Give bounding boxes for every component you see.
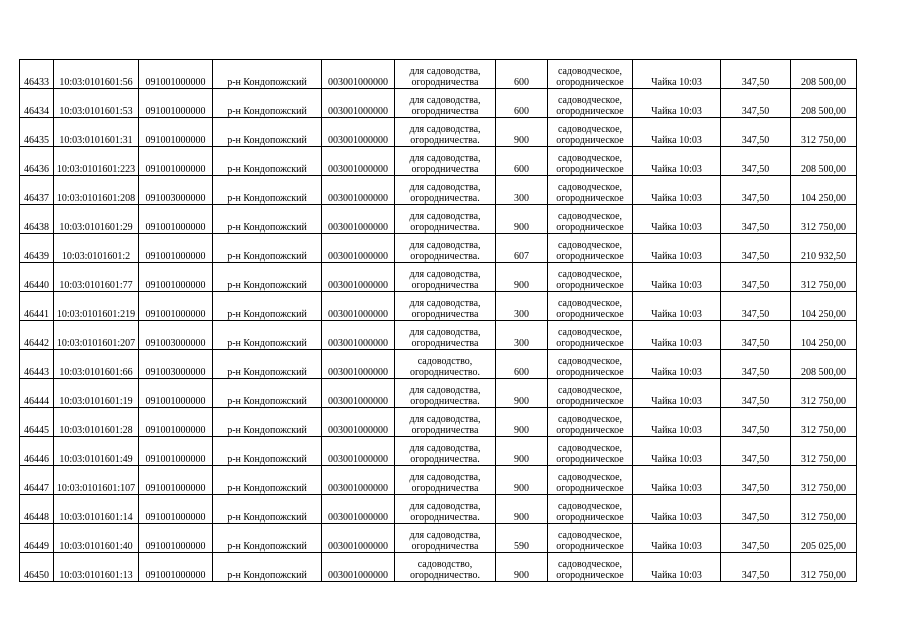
cell-cadastral-quarter-name: Чайка 10:03	[633, 176, 721, 205]
cell-district: р-н Кондопожский	[213, 89, 322, 118]
cell-area: 900	[496, 379, 548, 408]
cell-oktmo-code: 091001000000	[139, 408, 213, 437]
cell-oktmo-code: 091001000000	[139, 466, 213, 495]
cell-usage-category	[548, 234, 633, 263]
cell-district: р-н Кондопожский	[213, 553, 322, 582]
cell-row-number: 46433	[20, 60, 54, 89]
cell-permitted-use-line-1: для садоводства,	[409, 211, 481, 222]
cell-locality-code: 003001000000	[322, 408, 395, 437]
cell-permitted-use	[395, 524, 496, 553]
cell-permitted-use	[395, 205, 496, 234]
cell-row-number: 46449	[20, 524, 54, 553]
cell-usage-category	[548, 553, 633, 582]
cell-area: 900	[496, 495, 548, 524]
cell-row-number: 46447	[20, 466, 54, 495]
cell-cadastral-quarter-name: Чайка 10:03	[633, 321, 721, 350]
cell-oktmo-code: 091001000000	[139, 263, 213, 292]
cell-district: р-н Кондопожский	[213, 350, 322, 379]
cell-permitted-use	[395, 60, 496, 89]
cell-usage-category-line-1: садоводческое,	[557, 501, 623, 512]
cell-specific-value: 347,50	[721, 176, 791, 205]
cell-usage-category-line-1: садоводческое,	[557, 211, 623, 222]
cell-oktmo-code: 091001000000	[139, 292, 213, 321]
cell-row-number: 46437	[20, 176, 54, 205]
cell-cadastral-quarter-name: Чайка 10:03	[633, 524, 721, 553]
cell-cadastral-quarter-name: Чайка 10:03	[633, 379, 721, 408]
cell-cadastral-quarter-name: Чайка 10:03	[633, 89, 721, 118]
cell-permitted-use-line-1: для садоводства,	[409, 327, 481, 338]
cell-permitted-use-line-1: садоводство,	[417, 356, 473, 367]
cell-specific-value: 347,50	[721, 147, 791, 176]
cell-cadastral-quarter-name: Чайка 10:03	[633, 466, 721, 495]
cell-area: 900	[496, 553, 548, 582]
cell-permitted-use	[395, 379, 496, 408]
cell-usage-category-line-2: огородническое	[556, 135, 624, 146]
cell-district: р-н Кондопожский	[213, 437, 322, 466]
cell-cadastral-value: 312 750,00	[791, 379, 857, 408]
cell-locality-code: 003001000000	[322, 263, 395, 292]
cell-row-number: 46440	[20, 263, 54, 292]
table-row	[20, 60, 857, 89]
cell-usage-category-line-1: садоводческое,	[557, 124, 623, 135]
cell-cadastral-number: 10:03:0101601:13	[54, 553, 139, 582]
cell-permitted-use-line-2: огородничества	[411, 164, 479, 175]
cell-row-number: 46442	[20, 321, 54, 350]
cell-permitted-use	[395, 118, 496, 147]
cell-usage-category	[548, 408, 633, 437]
cell-cadastral-number: 10:03:0101601:107	[54, 466, 139, 495]
table-row	[20, 176, 857, 205]
cell-cadastral-number: 10:03:0101601:56	[54, 60, 139, 89]
cell-district: р-н Кондопожский	[213, 205, 322, 234]
cell-cadastral-quarter-name: Чайка 10:03	[633, 553, 721, 582]
cell-permitted-use	[395, 234, 496, 263]
cell-row-number: 46450	[20, 553, 54, 582]
table-row	[20, 292, 857, 321]
cell-usage-category	[548, 89, 633, 118]
cell-permitted-use-line-2: огородничества	[411, 483, 479, 494]
cell-cadastral-value: 210 932,50	[791, 234, 857, 263]
cell-cadastral-value: 312 750,00	[791, 495, 857, 524]
cell-permitted-use	[395, 147, 496, 176]
cell-locality-code: 003001000000	[322, 205, 395, 234]
cell-permitted-use-line-2: огородничества	[411, 338, 479, 349]
cell-cadastral-number: 10:03:0101601:28	[54, 408, 139, 437]
table-row	[20, 524, 857, 553]
cell-usage-category	[548, 321, 633, 350]
cell-row-number: 46435	[20, 118, 54, 147]
cell-usage-category-line-1: садоводческое,	[557, 182, 623, 193]
cell-district: р-н Кондопожский	[213, 60, 322, 89]
cell-locality-code: 003001000000	[322, 118, 395, 147]
cell-usage-category	[548, 118, 633, 147]
cell-usage-category	[548, 524, 633, 553]
table-row	[20, 263, 857, 292]
cell-usage-category-line-2: огородническое	[556, 193, 624, 204]
cell-permitted-use-line-2: огородничества.	[410, 135, 480, 146]
cell-usage-category-line-1: садоводческое,	[557, 385, 623, 396]
cell-row-number: 46436	[20, 147, 54, 176]
cell-permitted-use-line-1: для садоводства,	[409, 269, 481, 280]
cell-district: р-н Кондопожский	[213, 147, 322, 176]
cell-usage-category	[548, 60, 633, 89]
cell-usage-category-line-1: садоводческое,	[557, 559, 623, 570]
cell-usage-category	[548, 205, 633, 234]
cell-district: р-н Кондопожский	[213, 495, 322, 524]
cell-permitted-use-line-2: огородничества	[411, 77, 479, 88]
cell-oktmo-code: 091003000000	[139, 321, 213, 350]
cell-specific-value: 347,50	[721, 234, 791, 263]
cell-permitted-use-line-1: для садоводства,	[409, 182, 481, 193]
cell-permitted-use	[395, 466, 496, 495]
cell-district: р-н Кондопожский	[213, 321, 322, 350]
cell-oktmo-code: 091001000000	[139, 437, 213, 466]
cell-cadastral-quarter-name: Чайка 10:03	[633, 234, 721, 263]
cell-cadastral-quarter-name: Чайка 10:03	[633, 495, 721, 524]
table-row	[20, 321, 857, 350]
cell-oktmo-code: 091003000000	[139, 350, 213, 379]
cell-cadastral-quarter-name: Чайка 10:03	[633, 147, 721, 176]
cell-cadastral-number: 10:03:0101601:53	[54, 89, 139, 118]
cell-permitted-use-line-1: для садоводства,	[409, 95, 481, 106]
table-row	[20, 379, 857, 408]
cell-cadastral-value: 104 250,00	[791, 176, 857, 205]
cell-cadastral-value: 312 750,00	[791, 408, 857, 437]
cell-permitted-use-line-1: для садоводства,	[409, 414, 481, 425]
cell-usage-category	[548, 176, 633, 205]
cell-usage-category-line-2: огородническое	[556, 570, 624, 581]
cell-permitted-use-line-2: огородничества.	[410, 512, 480, 523]
cell-area: 300	[496, 176, 548, 205]
cell-permitted-use-line-1: для садоводства,	[409, 385, 481, 396]
cell-permitted-use	[395, 89, 496, 118]
cell-usage-category-line-2: огородническое	[556, 512, 624, 523]
cell-permitted-use	[395, 437, 496, 466]
cell-area: 600	[496, 60, 548, 89]
cell-row-number: 46439	[20, 234, 54, 263]
cell-usage-category-line-2: огородническое	[556, 483, 624, 494]
cell-cadastral-number: 10:03:0101601:223	[54, 147, 139, 176]
cell-oktmo-code: 091003000000	[139, 176, 213, 205]
cell-specific-value: 347,50	[721, 60, 791, 89]
cell-usage-category	[548, 263, 633, 292]
cell-oktmo-code: 091001000000	[139, 524, 213, 553]
cell-cadastral-number: 10:03:0101601:14	[54, 495, 139, 524]
cell-district: р-н Кондопожский	[213, 292, 322, 321]
cell-cadastral-value: 312 750,00	[791, 263, 857, 292]
cell-cadastral-value: 208 500,00	[791, 147, 857, 176]
cell-cadastral-quarter-name: Чайка 10:03	[633, 292, 721, 321]
cell-district: р-н Кондопожский	[213, 408, 322, 437]
cell-permitted-use-line-2: огородничества.	[410, 454, 480, 465]
cell-usage-category-line-2: огородническое	[556, 454, 624, 465]
land-plots-table	[19, 59, 857, 582]
table-row	[20, 495, 857, 524]
cell-row-number: 46445	[20, 408, 54, 437]
cell-oktmo-code: 091001000000	[139, 89, 213, 118]
cell-row-number: 46446	[20, 437, 54, 466]
cell-area: 300	[496, 321, 548, 350]
cell-permitted-use-line-2: огородничества	[411, 309, 479, 320]
cell-area: 900	[496, 408, 548, 437]
table-row	[20, 234, 857, 263]
cell-permitted-use	[395, 263, 496, 292]
cell-permitted-use-line-2: огородничества.	[410, 193, 480, 204]
cell-cadastral-value: 208 500,00	[791, 350, 857, 379]
cell-permitted-use-line-2: огородничество.	[409, 570, 481, 581]
cell-usage-category-line-1: садоводческое,	[557, 153, 623, 164]
cell-usage-category-line-1: садоводческое,	[557, 472, 623, 483]
cell-usage-category-line-1: садоводческое,	[557, 327, 623, 338]
cell-oktmo-code: 091001000000	[139, 379, 213, 408]
cell-permitted-use-line-2: огородничества.	[410, 396, 480, 407]
cell-district: р-н Кондопожский	[213, 176, 322, 205]
cell-cadastral-number: 10:03:0101601:40	[54, 524, 139, 553]
cell-usage-category-line-2: огородническое	[556, 541, 624, 552]
cell-area: 900	[496, 205, 548, 234]
cell-specific-value: 347,50	[721, 321, 791, 350]
cell-cadastral-value: 104 250,00	[791, 321, 857, 350]
cell-locality-code: 003001000000	[322, 466, 395, 495]
cell-permitted-use-line-2: огородничества	[411, 280, 479, 291]
cell-cadastral-quarter-name: Чайка 10:03	[633, 118, 721, 147]
table-row	[20, 437, 857, 466]
cell-cadastral-value: 312 750,00	[791, 118, 857, 147]
cell-usage-category-line-2: огородническое	[556, 309, 624, 320]
cell-locality-code: 003001000000	[322, 379, 395, 408]
cell-usage-category-line-1: садоводческое,	[557, 95, 623, 106]
cell-usage-category-line-1: садоводческое,	[557, 240, 623, 251]
cell-oktmo-code: 091001000000	[139, 147, 213, 176]
cell-district: р-н Кондопожский	[213, 379, 322, 408]
cell-permitted-use	[395, 495, 496, 524]
cell-permitted-use	[395, 176, 496, 205]
table-row	[20, 147, 857, 176]
cell-specific-value: 347,50	[721, 408, 791, 437]
cell-permitted-use-line-1: садоводство,	[417, 559, 473, 570]
cell-locality-code: 003001000000	[322, 292, 395, 321]
cell-cadastral-quarter-name: Чайка 10:03	[633, 60, 721, 89]
table-row	[20, 350, 857, 379]
cell-specific-value: 347,50	[721, 495, 791, 524]
cell-permitted-use-line-1: для садоводства,	[409, 240, 481, 251]
cell-specific-value: 347,50	[721, 553, 791, 582]
cell-permitted-use	[395, 321, 496, 350]
cell-usage-category	[548, 147, 633, 176]
cell-usage-category-line-1: садоводческое,	[557, 356, 623, 367]
cell-area: 590	[496, 524, 548, 553]
cell-district: р-н Кондопожский	[213, 118, 322, 147]
cell-oktmo-code: 091001000000	[139, 205, 213, 234]
cell-area: 300	[496, 292, 548, 321]
cell-permitted-use-line-1: для садоводства,	[409, 66, 481, 77]
cell-cadastral-quarter-name: Чайка 10:03	[633, 205, 721, 234]
cell-cadastral-number: 10:03:0101601:29	[54, 205, 139, 234]
cell-oktmo-code: 091001000000	[139, 553, 213, 582]
cell-cadastral-number: 10:03:0101601:19	[54, 379, 139, 408]
cell-cadastral-value: 312 750,00	[791, 205, 857, 234]
table-row	[20, 553, 857, 582]
cell-permitted-use	[395, 408, 496, 437]
cell-usage-category-line-2: огородническое	[556, 222, 624, 233]
cell-locality-code: 003001000000	[322, 495, 395, 524]
cell-cadastral-number: 10:03:0101601:219	[54, 292, 139, 321]
table-row	[20, 205, 857, 234]
cell-specific-value: 347,50	[721, 379, 791, 408]
cell-usage-category-line-1: садоводческое,	[557, 530, 623, 541]
cell-oktmo-code: 091001000000	[139, 60, 213, 89]
cell-oktmo-code: 091001000000	[139, 234, 213, 263]
table-row	[20, 466, 857, 495]
table-row	[20, 89, 857, 118]
cell-oktmo-code: 091001000000	[139, 118, 213, 147]
cell-usage-category	[548, 379, 633, 408]
cell-row-number: 46444	[20, 379, 54, 408]
cell-permitted-use-line-2: огородничества.	[410, 222, 480, 233]
cell-permitted-use-line-2: огородничество.	[409, 367, 481, 378]
cell-permitted-use-line-2: огородничества.	[410, 251, 480, 262]
cell-locality-code: 003001000000	[322, 553, 395, 582]
cell-cadastral-number: 10:03:0101601:2	[54, 234, 139, 263]
cell-area: 900	[496, 466, 548, 495]
cell-row-number: 46443	[20, 350, 54, 379]
cell-cadastral-value: 104 250,00	[791, 292, 857, 321]
cell-cadastral-number: 10:03:0101601:77	[54, 263, 139, 292]
cell-locality-code: 003001000000	[322, 60, 395, 89]
cell-specific-value: 347,50	[721, 263, 791, 292]
cell-permitted-use	[395, 350, 496, 379]
cell-cadastral-quarter-name: Чайка 10:03	[633, 350, 721, 379]
cell-usage-category-line-2: огородническое	[556, 425, 624, 436]
cell-permitted-use-line-1: для садоводства,	[409, 530, 481, 541]
cell-locality-code: 003001000000	[322, 89, 395, 118]
cell-cadastral-value: 208 500,00	[791, 89, 857, 118]
cell-row-number: 46441	[20, 292, 54, 321]
table-row	[20, 408, 857, 437]
cell-usage-category	[548, 495, 633, 524]
cell-permitted-use-line-1: для садоводства,	[409, 472, 481, 483]
table-body	[20, 60, 857, 582]
cell-permitted-use-line-1: для садоводства,	[409, 298, 481, 309]
cell-specific-value: 347,50	[721, 350, 791, 379]
cell-permitted-use-line-2: огородничества	[411, 425, 479, 436]
cell-cadastral-number: 10:03:0101601:207	[54, 321, 139, 350]
cell-usage-category-line-1: садоводческое,	[557, 443, 623, 454]
cell-permitted-use-line-1: для садоводства,	[409, 443, 481, 454]
cell-locality-code: 003001000000	[322, 176, 395, 205]
cell-cadastral-number: 10:03:0101601:31	[54, 118, 139, 147]
cell-usage-category	[548, 292, 633, 321]
cell-permitted-use-line-2: огородничества	[411, 106, 479, 117]
cell-oktmo-code: 091001000000	[139, 495, 213, 524]
cell-area: 600	[496, 89, 548, 118]
cell-area: 600	[496, 350, 548, 379]
cell-usage-category-line-1: садоводческое,	[557, 414, 623, 425]
cell-locality-code: 003001000000	[322, 234, 395, 263]
cell-locality-code: 003001000000	[322, 524, 395, 553]
cell-area: 600	[496, 147, 548, 176]
cell-row-number: 46448	[20, 495, 54, 524]
cell-permitted-use-line-1: для садоводства,	[409, 501, 481, 512]
cell-cadastral-value: 205 025,00	[791, 524, 857, 553]
cell-district: р-н Кондопожский	[213, 466, 322, 495]
cell-usage-category-line-2: огородническое	[556, 106, 624, 117]
cell-specific-value: 347,50	[721, 292, 791, 321]
cell-usage-category	[548, 466, 633, 495]
cell-cadastral-quarter-name: Чайка 10:03	[633, 263, 721, 292]
cell-usage-category	[548, 437, 633, 466]
cell-area: 900	[496, 118, 548, 147]
cell-usage-category-line-2: огородническое	[556, 338, 624, 349]
cell-usage-category-line-1: садоводческое,	[557, 269, 623, 280]
cell-usage-category	[548, 350, 633, 379]
cell-usage-category-line-1: садоводческое,	[557, 298, 623, 309]
cell-usage-category-line-2: огородническое	[556, 280, 624, 291]
cell-area: 607	[496, 234, 548, 263]
cell-permitted-use-line-2: огородничества	[411, 541, 479, 552]
cell-cadastral-value: 312 750,00	[791, 437, 857, 466]
cell-cadastral-number: 10:03:0101601:66	[54, 350, 139, 379]
cell-usage-category-line-2: огородническое	[556, 164, 624, 175]
cell-area: 900	[496, 437, 548, 466]
cell-specific-value: 347,50	[721, 524, 791, 553]
cell-cadastral-number: 10:03:0101601:49	[54, 437, 139, 466]
cell-permitted-use-line-1: для садоводства,	[409, 153, 481, 164]
cell-row-number: 46438	[20, 205, 54, 234]
cell-specific-value: 347,50	[721, 118, 791, 147]
cell-specific-value: 347,50	[721, 466, 791, 495]
table-row	[20, 118, 857, 147]
cell-locality-code: 003001000000	[322, 437, 395, 466]
cell-cadastral-value: 312 750,00	[791, 553, 857, 582]
cell-specific-value: 347,50	[721, 89, 791, 118]
cell-usage-category-line-2: огородническое	[556, 396, 624, 407]
cell-locality-code: 003001000000	[322, 350, 395, 379]
cell-specific-value: 347,50	[721, 205, 791, 234]
cell-district: р-н Кондопожский	[213, 234, 322, 263]
cell-usage-category-line-2: огородническое	[556, 367, 624, 378]
cell-cadastral-value: 208 500,00	[791, 60, 857, 89]
cell-usage-category-line-2: огородническое	[556, 77, 624, 88]
cell-district: р-н Кондопожский	[213, 263, 322, 292]
cell-permitted-use	[395, 292, 496, 321]
cell-cadastral-quarter-name: Чайка 10:03	[633, 437, 721, 466]
cell-locality-code: 003001000000	[322, 321, 395, 350]
cell-area: 900	[496, 263, 548, 292]
cell-cadastral-value: 312 750,00	[791, 466, 857, 495]
cell-cadastral-quarter-name: Чайка 10:03	[633, 408, 721, 437]
cell-row-number: 46434	[20, 89, 54, 118]
cell-usage-category-line-1: садоводческое,	[557, 66, 623, 77]
cell-permitted-use-line-1: для садоводства,	[409, 124, 481, 135]
cell-permitted-use	[395, 553, 496, 582]
cell-usage-category-line-2: огородническое	[556, 251, 624, 262]
cell-locality-code: 003001000000	[322, 147, 395, 176]
cell-district: р-н Кондопожский	[213, 524, 322, 553]
cell-cadastral-number: 10:03:0101601:208	[54, 176, 139, 205]
cell-specific-value: 347,50	[721, 437, 791, 466]
